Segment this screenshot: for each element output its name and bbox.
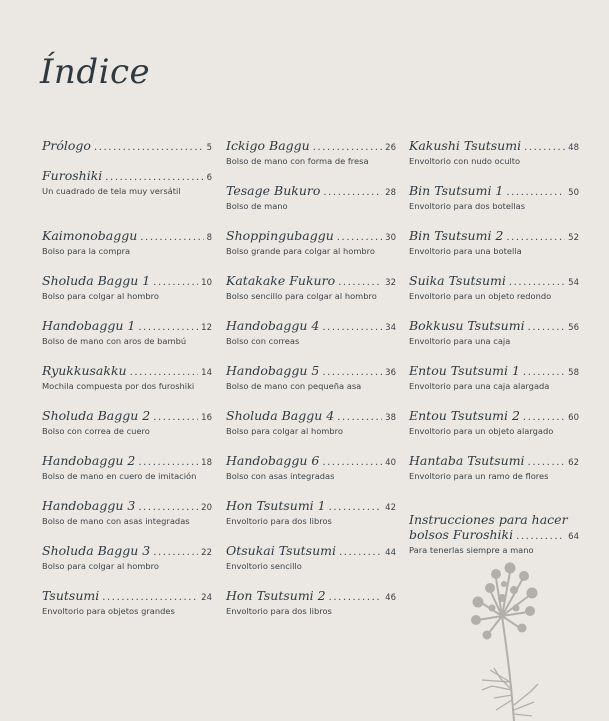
page-number: 38 [385,413,396,423]
toc-entry[interactable] [226,543,396,571]
toc-entry[interactable] [226,138,396,166]
entry-title: Ryukkusakku [42,363,127,378]
page-number: 56 [568,323,579,333]
entry-subtitle: Bolso de mano con forma de fresa [226,156,369,166]
entry-title: Handobaggu 2 [42,453,136,468]
toc-entry[interactable] [42,228,212,256]
page-number: 5 [206,143,212,153]
entry-subtitle: Bolso para la compra [42,246,131,256]
dot-leader [153,277,198,288]
page-number: 36 [385,368,396,378]
page-number: 64 [568,532,579,542]
entry-subtitle: Bolso con correa de cuero [42,426,150,436]
entry-subtitle: Bolso de mano en cuero de imitación [42,471,197,481]
entry-subtitle: Envoltorio para dos libros [226,516,332,526]
dot-leader [528,322,566,333]
page-number: 18 [201,458,212,468]
toc-entry[interactable] [409,228,579,256]
toc-entry[interactable] [409,273,579,301]
page-number: 24 [201,593,212,603]
dot-leader [130,367,199,378]
page-number: 60 [568,413,579,423]
entry-title: Otsukai Tsutsumi [226,543,336,558]
entry-subtitle: Bolso grande para colgar al hombro [226,246,375,256]
page-title: Índice [40,52,151,92]
toc-entry[interactable] [226,363,396,391]
entry-title: Sholuda Baggu 2 [42,408,151,423]
dot-leader [322,457,382,468]
toc-entry[interactable] [226,318,396,346]
entry-subtitle: Envoltorio para objetos grandes [42,606,175,616]
entry-subtitle: Envoltorio para una botella [409,246,522,256]
page-number: 16 [201,413,212,423]
page-number: 42 [385,503,396,513]
entry-title: Kaimonobaggu [42,228,138,243]
dot-leader [138,457,198,468]
page-number: 52 [568,233,579,243]
toc-entry[interactable] [42,363,212,391]
dot-leader [339,547,382,558]
page-number: 44 [385,548,396,558]
toc-entry[interactable] [42,318,212,346]
dot-leader [140,232,203,243]
entry-title: Shoppingubaggu [226,228,334,243]
page-number: 32 [385,278,396,288]
entry-subtitle: Un cuadrado de tela muy versátil [42,186,181,196]
toc-entry[interactable] [226,273,396,301]
toc-entry[interactable] [409,512,579,555]
toc-entry[interactable] [42,498,212,526]
entry-subtitle: Para tenerlas siempre a mano [409,545,534,555]
dot-leader [94,142,204,153]
dandelion-flower-icon [430,550,609,721]
entry-title: Ickigo Baggu [226,138,310,153]
entry-subtitle: Envoltorio para un objeto alargado [409,426,554,436]
dot-leader [153,412,198,423]
toc-entry[interactable] [409,138,579,166]
dot-leader [528,457,566,468]
dot-leader [105,172,203,183]
toc-entry[interactable] [409,408,579,436]
dot-leader [153,547,198,558]
entry-title: Furoshiki [42,168,103,183]
toc-entry[interactable] [42,168,212,196]
entry-subtitle: Bolso para colgar al hombro [226,426,343,436]
toc-entry[interactable] [409,453,579,481]
page-number: 62 [568,458,579,468]
page-number: 22 [201,548,212,558]
toc-entry[interactable] [42,453,212,481]
dot-leader [329,592,383,603]
entry-subtitle: Bolso de mano [226,201,288,211]
toc-entry[interactable] [42,588,212,616]
entry-subtitle: Bolso sencillo para colgar al hombro [226,291,377,301]
toc-entry[interactable] [409,363,579,391]
dot-leader [524,142,565,153]
toc-entry[interactable] [42,138,212,153]
toc-entry[interactable] [42,273,212,301]
page-number: 46 [385,593,396,603]
page-number: 8 [206,233,212,243]
entry-title: Tsutsumi [42,588,100,603]
dot-leader [506,232,565,243]
toc-entry[interactable] [409,318,579,346]
dot-leader [138,502,198,513]
entry-subtitle: Envoltorio para un ramo de flores [409,471,549,481]
entry-title: Hon Tsutsumi 2 [226,588,326,603]
page-number: 50 [568,188,579,198]
page-number: 26 [385,143,396,153]
dot-leader [516,531,565,542]
entry-title: Bin Tsutsumi 2 [409,228,504,243]
entry-subtitle: Envoltorio para una caja alargada [409,381,550,391]
page-number: 12 [201,323,212,333]
entry-title: Sholuda Baggu 1 [42,273,151,288]
page-number: 58 [568,368,579,378]
entry-subtitle: Bolso con asas integradas [226,471,335,481]
entry-subtitle: Envoltorio para dos botellas [409,201,526,211]
entry-title-line-1: Instrucciones para hacer [409,512,568,527]
toc-entry[interactable] [226,588,396,616]
toc-entry[interactable] [226,228,396,256]
entry-title: Entou Tsutsumi 1 [409,363,520,378]
page-number: 14 [201,368,212,378]
page-number: 28 [385,188,396,198]
toc-entry[interactable] [226,498,396,526]
entry-subtitle: Envoltorio con nudo oculto [409,156,521,166]
entry-subtitle: Envoltorio para un objeto redondo [409,291,552,301]
dot-leader [506,187,565,198]
page-number: 10 [201,278,212,288]
entry-title: Tesage Bukuro [226,183,321,198]
dot-leader [338,277,382,288]
toc-entry[interactable] [42,408,212,436]
entry-subtitle: Bolso con correas [226,336,300,346]
entry-subtitle: Bolso para colgar al hombro [42,561,159,571]
entry-title: Handobaggu 6 [226,453,320,468]
toc-entry[interactable] [409,183,579,211]
entry-title: Sholuda Baggu 4 [226,408,335,423]
dot-leader [102,592,198,603]
entry-title: Kakushi Tsutsumi [409,138,522,153]
entry-title: Sholuda Baggu 3 [42,543,151,558]
entry-subtitle: Bolso para colgar al hombro [42,291,159,301]
dot-leader [322,322,382,333]
toc-entry[interactable] [42,543,212,571]
page-number: 34 [385,323,396,333]
entry-subtitle: Bolso de mano con asas integradas [42,516,190,526]
page-number: 20 [201,503,212,513]
entry-title: Bokkusu Tsutsumi [409,318,525,333]
entry-title: Handobaggu 1 [42,318,136,333]
entry-title: Prólogo [42,138,91,153]
dot-leader [523,412,565,423]
entry-subtitle: Envoltorio para una caja [409,336,511,346]
entry-title: Hantaba Tsutsumi [409,453,525,468]
dot-leader [138,322,198,333]
toc-entry[interactable] [226,408,396,436]
entry-subtitle: Mochila compuesta por dos furoshiki [42,381,195,391]
page-number: 40 [385,458,396,468]
page-number: 6 [206,173,212,183]
entry-subtitle: Envoltorio sencillo [226,561,302,571]
entry-title-line-2: bolsos Furoshiki [409,527,514,542]
dot-leader [509,277,565,288]
toc-entry[interactable] [226,453,396,481]
entry-title: Handobaggu 3 [42,498,136,513]
dot-leader [337,412,382,423]
page-number: 54 [568,278,579,288]
entry-title: Suika Tsutsumi [409,273,506,288]
dot-leader [337,232,382,243]
dot-leader [329,502,383,513]
entry-subtitle: Envoltorio para dos libros [226,606,332,616]
entry-title: Bin Tsutsumi 1 [409,183,504,198]
entry-title: Handobaggu 4 [226,318,320,333]
entry-subtitle: Bolso de mano con aros de bambú [42,336,187,346]
dot-leader [523,367,565,378]
entry-title: Entou Tsutsumi 2 [409,408,520,423]
toc-entry[interactable] [226,183,396,211]
dot-leader [313,142,382,153]
dot-leader [322,367,382,378]
page-number: 30 [385,233,396,243]
dot-leader [323,187,382,198]
entry-title: Hon Tsutsumi 1 [226,498,326,513]
entry-title: Handobaggu 5 [226,363,320,378]
entry-title: Katakake Fukuro [226,273,336,288]
page-number: 48 [568,143,579,153]
entry-subtitle: Bolso de mano con pequeña asa [226,381,362,391]
